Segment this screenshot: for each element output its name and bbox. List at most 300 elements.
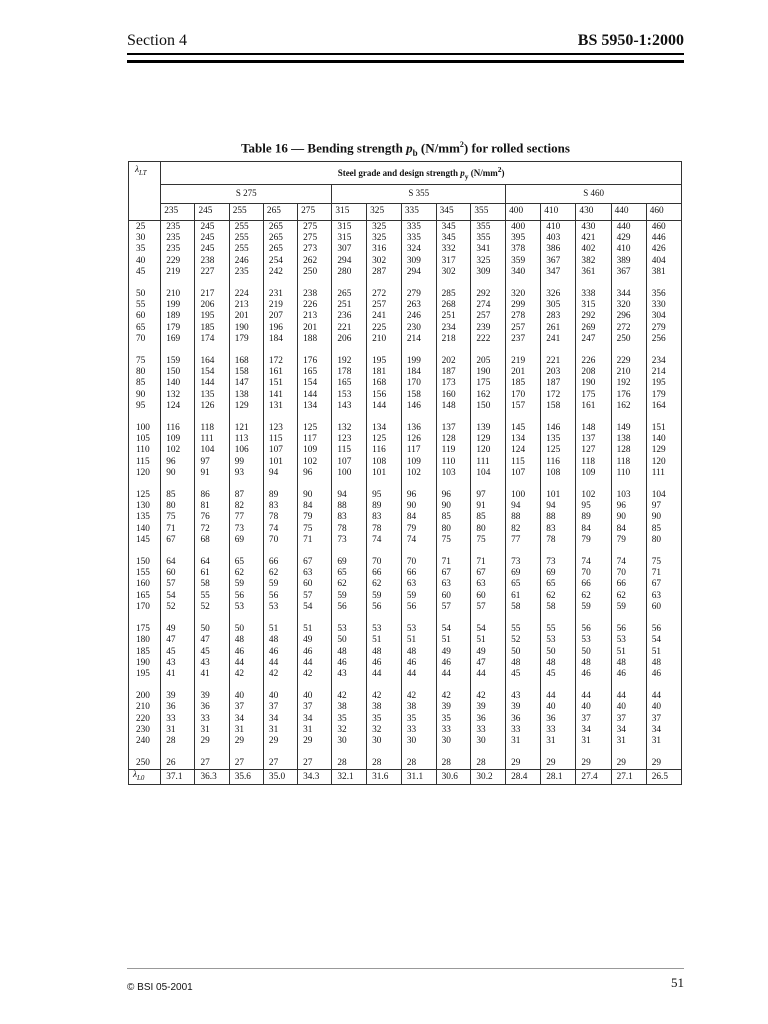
strength-cell: 51 bbox=[401, 635, 436, 646]
grade-s355: S 355 bbox=[332, 185, 506, 204]
strength-cell: 42 bbox=[332, 690, 367, 702]
strength-cell: 269 bbox=[576, 323, 611, 334]
spacer-cell bbox=[611, 747, 646, 757]
spacer-cell bbox=[298, 345, 332, 355]
strength-cell: 184 bbox=[263, 334, 297, 345]
strength-cell: 123 bbox=[332, 434, 367, 445]
spacer-cell bbox=[436, 345, 471, 355]
strength-cell: 73 bbox=[332, 535, 367, 546]
strength-cell: 74 bbox=[576, 556, 611, 568]
strength-cell: 247 bbox=[576, 334, 611, 345]
slenderness-cell: 80 bbox=[129, 367, 161, 378]
strength-cell: 35 bbox=[367, 714, 402, 725]
strength-cell: 145 bbox=[506, 422, 541, 434]
spacer-cell bbox=[367, 345, 402, 355]
strength-cell: 235 bbox=[161, 221, 195, 234]
strength-cell: 32 bbox=[332, 725, 367, 736]
strength-cell: 296 bbox=[611, 311, 646, 322]
strength-cell: 63 bbox=[471, 579, 506, 590]
spacer-cell bbox=[263, 747, 297, 757]
table-row bbox=[129, 434, 682, 445]
table-row bbox=[129, 647, 682, 658]
strength-cell: 135 bbox=[541, 434, 576, 445]
strength-cell: 34 bbox=[263, 714, 297, 725]
strength-cell: 115 bbox=[506, 457, 541, 468]
spacer-cell bbox=[263, 613, 297, 623]
table-row bbox=[129, 669, 682, 680]
strength-cell: 42 bbox=[436, 690, 471, 702]
strength-cell: 74 bbox=[611, 556, 646, 568]
strength-cell: 48 bbox=[401, 647, 436, 658]
strength-cell: 109 bbox=[161, 434, 195, 445]
strength-cell: 140 bbox=[646, 434, 681, 445]
spacer-cell bbox=[263, 546, 297, 556]
strength-cell: 56 bbox=[401, 602, 436, 613]
strength-cell: 340 bbox=[506, 267, 541, 278]
strength-cell: 164 bbox=[195, 355, 229, 367]
strength-cell: 60 bbox=[471, 591, 506, 602]
spacer-cell bbox=[436, 412, 471, 422]
strength-cell: 90 bbox=[401, 501, 436, 512]
strength-cell: 75 bbox=[646, 556, 681, 568]
strength-cell: 410 bbox=[541, 221, 576, 234]
strength-cell: 78 bbox=[367, 524, 402, 535]
strength-cell: 46 bbox=[367, 658, 402, 669]
strength-cell: 40 bbox=[646, 702, 681, 713]
strength-cell: 30 bbox=[367, 736, 402, 747]
table-row bbox=[129, 757, 682, 770]
spacer-cell bbox=[332, 613, 367, 623]
spacer-cell bbox=[229, 479, 263, 489]
design-strength-cell: 255 bbox=[229, 204, 263, 221]
strength-cell: 128 bbox=[436, 434, 471, 445]
strength-cell: 97 bbox=[195, 457, 229, 468]
group-spacer bbox=[129, 412, 682, 422]
strength-cell: 275 bbox=[298, 221, 332, 234]
lambda-l0-cell: 27.1 bbox=[611, 770, 646, 785]
strength-cell: 330 bbox=[646, 300, 681, 311]
strength-cell: 144 bbox=[367, 401, 402, 412]
strength-cell: 137 bbox=[576, 434, 611, 445]
strength-cell: 34 bbox=[646, 725, 681, 736]
design-strength-cell: 275 bbox=[298, 204, 332, 221]
strength-cell: 37 bbox=[646, 714, 681, 725]
strength-cell: 66 bbox=[263, 556, 297, 568]
design-strength-cell: 460 bbox=[646, 204, 681, 221]
strength-cell: 81 bbox=[195, 501, 229, 512]
spacer-cell bbox=[367, 546, 402, 556]
lambda-lt-header bbox=[129, 162, 161, 221]
spacer-cell bbox=[161, 747, 195, 757]
steel-grade-header-units-sup: 2 bbox=[497, 165, 502, 174]
strength-cell: 45 bbox=[506, 669, 541, 680]
spacer-cell bbox=[611, 278, 646, 288]
strength-cell: 78 bbox=[541, 535, 576, 546]
strength-cell: 261 bbox=[541, 323, 576, 334]
strength-cell: 31 bbox=[506, 736, 541, 747]
strength-cell: 45 bbox=[195, 647, 229, 658]
strength-cell: 219 bbox=[506, 355, 541, 367]
slenderness-cell: 210 bbox=[129, 702, 161, 713]
strength-cell: 34 bbox=[298, 714, 332, 725]
strength-cell: 39 bbox=[506, 702, 541, 713]
lambda-l0-sub: L0 bbox=[137, 774, 145, 783]
strength-cell: 31 bbox=[195, 725, 229, 736]
strength-cell: 95 bbox=[367, 489, 402, 501]
strength-cell: 61 bbox=[506, 591, 541, 602]
section-label: Section 4 bbox=[127, 32, 187, 49]
strength-cell: 184 bbox=[401, 367, 436, 378]
strength-cell: 51 bbox=[367, 635, 402, 646]
strength-cell: 137 bbox=[436, 422, 471, 434]
slenderness-cell: 155 bbox=[129, 568, 161, 579]
strength-cell: 107 bbox=[506, 468, 541, 479]
spacer-cell bbox=[401, 278, 436, 288]
lambda-l0-cell: 28.4 bbox=[506, 770, 541, 785]
strength-cell: 64 bbox=[161, 556, 195, 568]
standard-number: BS 5950-1:2000 bbox=[577, 32, 684, 49]
strength-cell: 141 bbox=[263, 390, 297, 401]
strength-cell: 176 bbox=[298, 355, 332, 367]
spacer-cell bbox=[576, 747, 611, 757]
strength-cell: 195 bbox=[195, 311, 229, 322]
strength-cell: 128 bbox=[611, 445, 646, 456]
strength-cell: 70 bbox=[611, 568, 646, 579]
strength-cell: 88 bbox=[506, 512, 541, 523]
lambda-l0-label bbox=[129, 770, 161, 785]
strength-cell: 65 bbox=[229, 556, 263, 568]
strength-cell: 129 bbox=[646, 445, 681, 456]
design-strength-cell: 235 bbox=[161, 204, 195, 221]
spacer-cell bbox=[436, 278, 471, 288]
strength-cell: 101 bbox=[367, 468, 402, 479]
strength-cell: 154 bbox=[298, 378, 332, 389]
spacer-cell bbox=[401, 345, 436, 355]
strength-cell: 33 bbox=[401, 725, 436, 736]
strength-cell: 221 bbox=[541, 355, 576, 367]
strength-cell: 429 bbox=[611, 233, 646, 244]
strength-cell: 103 bbox=[611, 489, 646, 501]
strength-cell: 126 bbox=[195, 401, 229, 412]
strength-cell: 27 bbox=[298, 757, 332, 770]
spacer-cell bbox=[332, 479, 367, 489]
strength-cell: 38 bbox=[332, 702, 367, 713]
strength-cell: 54 bbox=[161, 591, 195, 602]
strength-cell: 94 bbox=[332, 489, 367, 501]
design-strength-cell: 335 bbox=[401, 204, 436, 221]
spacer-cell bbox=[436, 479, 471, 489]
strength-cell: 175 bbox=[576, 390, 611, 401]
strength-cell: 149 bbox=[611, 422, 646, 434]
strength-cell: 139 bbox=[471, 422, 506, 434]
group-spacer bbox=[129, 613, 682, 623]
strength-cell: 44 bbox=[576, 690, 611, 702]
strength-cell: 309 bbox=[471, 267, 506, 278]
slenderness-cell: 105 bbox=[129, 434, 161, 445]
spacer-cell bbox=[367, 412, 402, 422]
strength-cell: 39 bbox=[161, 690, 195, 702]
strength-cell: 190 bbox=[471, 367, 506, 378]
strength-cell: 324 bbox=[401, 244, 436, 255]
strength-cell: 206 bbox=[195, 300, 229, 311]
strength-cell: 195 bbox=[367, 355, 402, 367]
table-row bbox=[129, 658, 682, 669]
strength-cell: 320 bbox=[506, 288, 541, 300]
design-strength-cell: 315 bbox=[332, 204, 367, 221]
strength-cell: 262 bbox=[298, 256, 332, 267]
spacer-cell bbox=[161, 613, 195, 623]
strength-cell: 62 bbox=[611, 591, 646, 602]
strength-cell: 60 bbox=[298, 579, 332, 590]
strength-cell: 150 bbox=[471, 401, 506, 412]
spacer-cell bbox=[646, 680, 681, 690]
strength-cell: 62 bbox=[367, 579, 402, 590]
strength-cell: 229 bbox=[611, 355, 646, 367]
spacer-cell bbox=[298, 412, 332, 422]
table-row bbox=[129, 323, 682, 334]
strength-cell: 34 bbox=[611, 725, 646, 736]
spacer-cell bbox=[195, 747, 229, 757]
table-row bbox=[129, 401, 682, 412]
design-strength-cell: 325 bbox=[367, 204, 402, 221]
strength-cell: 31 bbox=[263, 725, 297, 736]
strength-cell: 80 bbox=[436, 524, 471, 535]
strength-cell: 279 bbox=[646, 323, 681, 334]
strength-cell: 80 bbox=[161, 501, 195, 512]
strength-cell: 86 bbox=[195, 489, 229, 501]
strength-cell: 134 bbox=[367, 422, 402, 434]
strength-cell: 73 bbox=[541, 556, 576, 568]
strength-cell: 28 bbox=[436, 757, 471, 770]
strength-cell: 283 bbox=[541, 311, 576, 322]
lambda-l0-cell: 28.1 bbox=[541, 770, 576, 785]
strength-cell: 101 bbox=[541, 489, 576, 501]
strength-cell: 97 bbox=[646, 501, 681, 512]
strength-cell: 65 bbox=[332, 568, 367, 579]
strength-cell: 29 bbox=[263, 736, 297, 747]
group-spacer bbox=[129, 546, 682, 556]
strength-cell: 361 bbox=[576, 267, 611, 278]
strength-cell: 201 bbox=[298, 323, 332, 334]
strength-cell: 45 bbox=[161, 647, 195, 658]
table-row bbox=[129, 736, 682, 747]
strength-cell: 95 bbox=[576, 501, 611, 512]
spacer-cell bbox=[195, 680, 229, 690]
strength-cell: 304 bbox=[646, 311, 681, 322]
strength-cell: 74 bbox=[367, 535, 402, 546]
design-strength-cell: 440 bbox=[611, 204, 646, 221]
strength-cell: 76 bbox=[195, 512, 229, 523]
strength-cell: 174 bbox=[195, 334, 229, 345]
strength-cell: 46 bbox=[611, 669, 646, 680]
slenderness-cell: 145 bbox=[129, 535, 161, 546]
lambda-l0-cell: 26.5 bbox=[646, 770, 681, 785]
table-row bbox=[129, 556, 682, 568]
strength-cell: 446 bbox=[646, 233, 681, 244]
strength-cell: 56 bbox=[646, 623, 681, 635]
strength-cell: 127 bbox=[576, 445, 611, 456]
strength-cell: 257 bbox=[506, 323, 541, 334]
spacer-cell bbox=[263, 345, 297, 355]
strength-cell: 305 bbox=[541, 300, 576, 311]
strength-cell: 208 bbox=[576, 367, 611, 378]
strength-cell: 57 bbox=[298, 591, 332, 602]
strength-cell: 39 bbox=[471, 702, 506, 713]
strength-cell: 63 bbox=[401, 579, 436, 590]
strength-cell: 42 bbox=[401, 690, 436, 702]
strength-cell: 246 bbox=[229, 256, 263, 267]
strength-cell: 382 bbox=[576, 256, 611, 267]
table-row bbox=[129, 702, 682, 713]
spacer-cell bbox=[161, 546, 195, 556]
strength-cell: 124 bbox=[161, 401, 195, 412]
slenderness-cell: 45 bbox=[129, 267, 161, 278]
slenderness-cell: 30 bbox=[129, 233, 161, 244]
strength-cell: 275 bbox=[298, 233, 332, 244]
strength-cell: 83 bbox=[541, 524, 576, 535]
strength-cell: 287 bbox=[367, 267, 402, 278]
table-row bbox=[129, 422, 682, 434]
strength-cell: 359 bbox=[506, 256, 541, 267]
strength-cell: 46 bbox=[229, 647, 263, 658]
strength-cell: 45 bbox=[541, 669, 576, 680]
spacer-cell bbox=[129, 479, 161, 489]
strength-cell: 69 bbox=[506, 568, 541, 579]
strength-cell: 102 bbox=[298, 457, 332, 468]
strength-cell: 36 bbox=[471, 714, 506, 725]
strength-cell: 144 bbox=[298, 390, 332, 401]
strength-cell: 30 bbox=[401, 736, 436, 747]
strength-cell: 162 bbox=[471, 390, 506, 401]
grade-s460: S 460 bbox=[506, 185, 682, 204]
strength-cell: 181 bbox=[367, 367, 402, 378]
steel-grade-header-symbol: p bbox=[460, 168, 465, 178]
strength-cell: 43 bbox=[195, 658, 229, 669]
spacer-cell bbox=[332, 412, 367, 422]
strength-cell: 31 bbox=[541, 736, 576, 747]
strength-cell: 29 bbox=[506, 757, 541, 770]
strength-cell: 48 bbox=[611, 658, 646, 669]
strength-cell: 315 bbox=[332, 221, 367, 234]
spacer-cell bbox=[541, 412, 576, 422]
strength-cell: 67 bbox=[436, 568, 471, 579]
table-row bbox=[129, 591, 682, 602]
strength-cell: 30 bbox=[436, 736, 471, 747]
strength-cell: 77 bbox=[229, 512, 263, 523]
spacer-cell bbox=[506, 613, 541, 623]
strength-cell: 218 bbox=[436, 334, 471, 345]
strength-cell: 70 bbox=[576, 568, 611, 579]
steel-grade-header-units-open: (N/mm bbox=[468, 168, 498, 178]
strength-cell: 90 bbox=[161, 468, 195, 479]
strength-cell: 47 bbox=[195, 635, 229, 646]
strength-cell: 292 bbox=[576, 311, 611, 322]
strength-cell: 71 bbox=[471, 556, 506, 568]
strength-cell: 54 bbox=[436, 623, 471, 635]
strength-cell: 347 bbox=[541, 267, 576, 278]
strength-cell: 42 bbox=[367, 690, 402, 702]
spacer-cell bbox=[195, 345, 229, 355]
spacer-cell bbox=[611, 546, 646, 556]
strength-cell: 53 bbox=[263, 602, 297, 613]
strength-cell: 146 bbox=[401, 401, 436, 412]
strength-cell: 119 bbox=[436, 445, 471, 456]
strength-cell: 395 bbox=[506, 233, 541, 244]
strength-cell: 257 bbox=[367, 300, 402, 311]
spacer-cell bbox=[401, 546, 436, 556]
strength-cell: 316 bbox=[367, 244, 402, 255]
strength-cell: 237 bbox=[506, 334, 541, 345]
strength-cell: 210 bbox=[611, 367, 646, 378]
slenderness-cell: 250 bbox=[129, 757, 161, 770]
strength-cell: 37 bbox=[611, 714, 646, 725]
strength-cell: 40 bbox=[263, 690, 297, 702]
strength-cell: 70 bbox=[263, 535, 297, 546]
strength-cell: 83 bbox=[263, 501, 297, 512]
strength-cell: 72 bbox=[195, 524, 229, 535]
strength-cell: 225 bbox=[367, 323, 402, 334]
strength-cell: 169 bbox=[161, 334, 195, 345]
strength-cell: 34 bbox=[576, 725, 611, 736]
strength-cell: 79 bbox=[298, 512, 332, 523]
strength-cell: 42 bbox=[471, 690, 506, 702]
strength-cell: 292 bbox=[471, 288, 506, 300]
spacer-cell bbox=[576, 479, 611, 489]
strength-cell: 59 bbox=[263, 579, 297, 590]
table-body bbox=[129, 221, 682, 785]
table-row bbox=[129, 635, 682, 646]
strength-cell: 338 bbox=[576, 288, 611, 300]
strength-cell: 73 bbox=[506, 556, 541, 568]
strength-cell: 110 bbox=[436, 457, 471, 468]
strength-cell: 33 bbox=[436, 725, 471, 736]
strength-cell: 33 bbox=[506, 725, 541, 736]
strength-cell: 144 bbox=[195, 378, 229, 389]
lambda-l0-cell: 27.4 bbox=[576, 770, 611, 785]
bending-strength-table bbox=[128, 161, 682, 785]
strength-cell: 148 bbox=[576, 422, 611, 434]
strength-cell: 210 bbox=[367, 334, 402, 345]
strength-cell: 55 bbox=[541, 623, 576, 635]
strength-cell: 71 bbox=[298, 535, 332, 546]
strength-cell: 345 bbox=[436, 221, 471, 234]
strength-cell: 90 bbox=[298, 489, 332, 501]
strength-cell: 116 bbox=[161, 422, 195, 434]
strength-cell: 279 bbox=[401, 288, 436, 300]
slenderness-cell: 60 bbox=[129, 311, 161, 322]
group-spacer bbox=[129, 680, 682, 690]
strength-cell: 151 bbox=[646, 422, 681, 434]
strength-cell: 49 bbox=[436, 647, 471, 658]
strength-cell: 83 bbox=[332, 512, 367, 523]
strength-cell: 136 bbox=[401, 422, 436, 434]
strength-cell: 55 bbox=[195, 591, 229, 602]
strength-cell: 117 bbox=[298, 434, 332, 445]
strength-cell: 82 bbox=[229, 501, 263, 512]
strength-cell: 192 bbox=[611, 378, 646, 389]
strength-cell: 87 bbox=[229, 489, 263, 501]
spacer-cell bbox=[332, 747, 367, 757]
spacer-cell bbox=[506, 412, 541, 422]
strength-cell: 49 bbox=[161, 623, 195, 635]
strength-cell: 278 bbox=[506, 311, 541, 322]
strength-cell: 53 bbox=[229, 602, 263, 613]
design-strength-cell: 345 bbox=[436, 204, 471, 221]
strength-cell: 53 bbox=[401, 623, 436, 635]
slenderness-cell: 55 bbox=[129, 300, 161, 311]
slenderness-cell: 75 bbox=[129, 355, 161, 367]
strength-cell: 49 bbox=[298, 635, 332, 646]
